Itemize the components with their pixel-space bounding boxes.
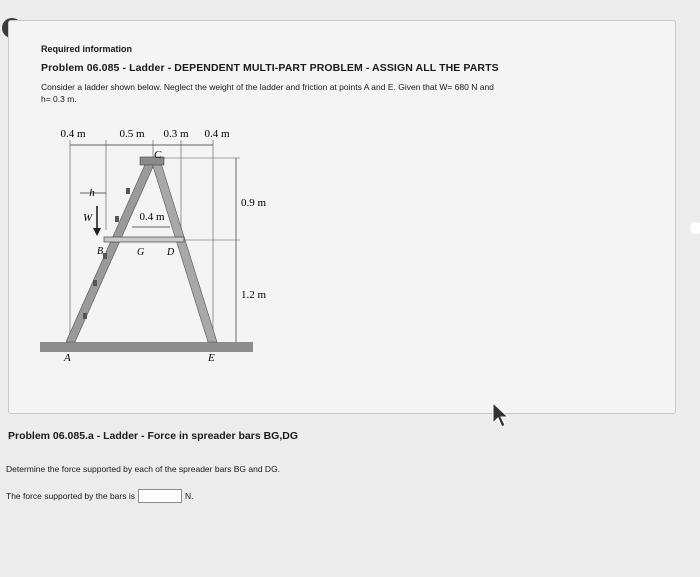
determine-text: Determine the force supported by each of the spreader bars BG and DG. (6, 464, 281, 474)
rung-2 (93, 280, 97, 286)
subproblem-title: Problem 06.085.a - Ladder - Force in spreader bars BG,DG (8, 430, 299, 442)
load-arrowhead-W (93, 228, 101, 236)
label-h: h (89, 187, 95, 199)
answer-input[interactable] (138, 489, 182, 503)
dim-lower: 1.2 m (241, 289, 267, 301)
side-indicator-dot[interactable] (690, 222, 700, 234)
spreader-bar (104, 237, 184, 242)
ladder-figure (40, 120, 270, 375)
required-info-heading: Required information (41, 44, 133, 54)
label-C: C (154, 149, 162, 161)
rung-3 (103, 253, 107, 259)
rung-4 (115, 216, 119, 222)
label-B: B (97, 246, 104, 257)
ladder-diagram (40, 120, 270, 370)
label-E: E (208, 352, 215, 364)
label-D: D (167, 247, 175, 258)
dim-top-4: 0.4 m (204, 128, 230, 140)
mouse-cursor-icon (492, 402, 510, 433)
dim-top-2: 0.5 m (119, 128, 145, 140)
label-G: G (137, 247, 145, 258)
rung-1 (83, 313, 87, 319)
dim-spreader: 0.4 m (139, 211, 165, 223)
answer-unit: N. (185, 491, 194, 501)
ground (40, 342, 253, 352)
ladder-leg-right (151, 160, 217, 342)
rung-5 (126, 188, 130, 194)
label-A: A (64, 352, 71, 364)
problem-description-line2: h= 0.3 m. (41, 94, 77, 104)
answer-label: The force supported by the bars is (6, 491, 135, 501)
problem-description-line1: Consider a ladder shown below. Neglect the weight of the ladder and friction at points A and E. Given that W= 680 N and (41, 82, 494, 92)
dim-top-3: 0.3 m (163, 128, 189, 140)
dim-upper: 0.9 m (241, 197, 267, 209)
problem-title: Problem 06.085 - Ladder - DEPENDENT MULTI-PART PROBLEM - ASSIGN ALL THE PARTS (41, 62, 499, 74)
answer-row (6, 489, 194, 503)
label-W: W (83, 212, 93, 224)
dim-top-1: 0.4 m (60, 128, 86, 140)
